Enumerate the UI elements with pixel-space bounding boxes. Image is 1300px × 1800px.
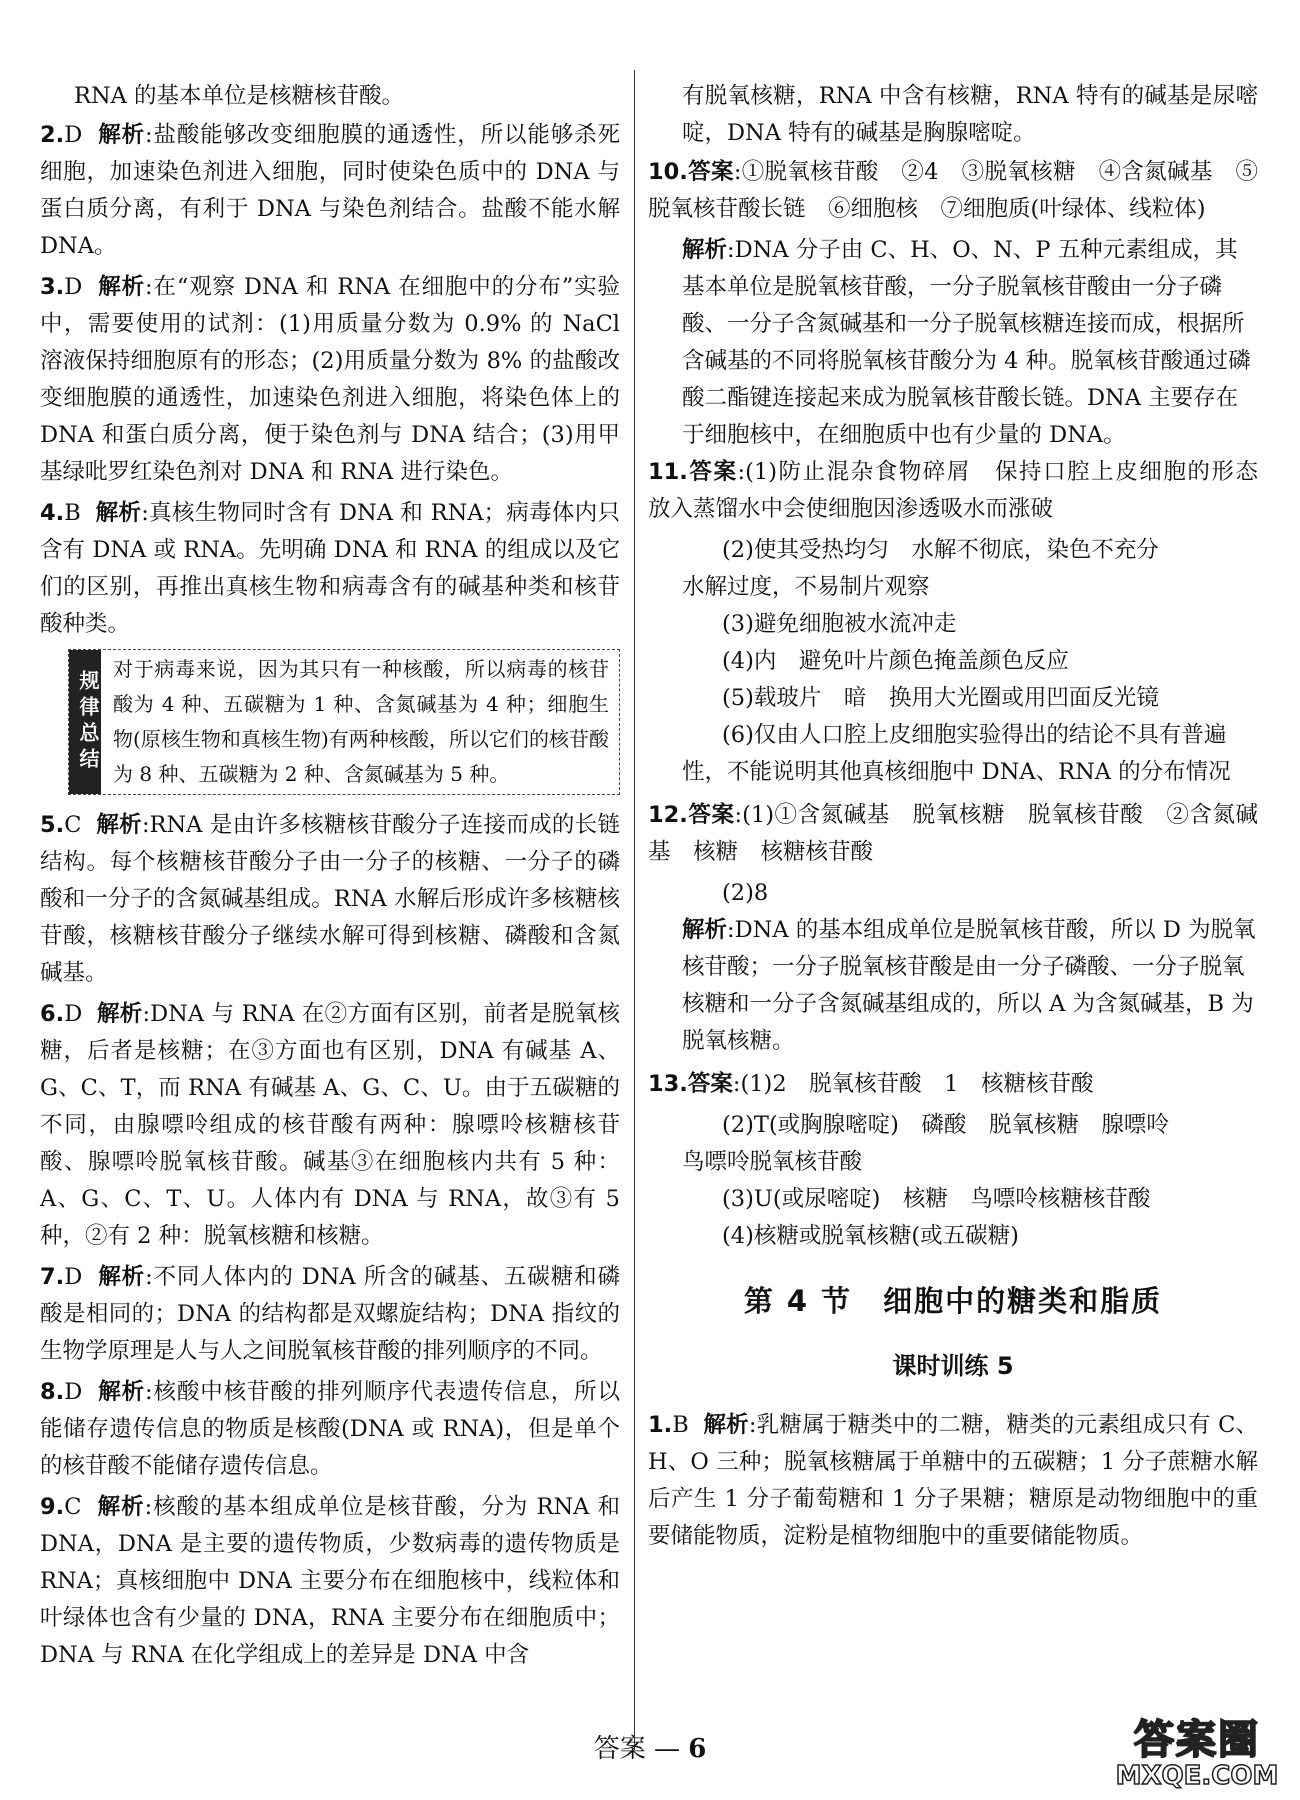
explanation-block [648,232,1258,454]
item-number: 10. [648,159,688,185]
answer-letter: B [672,1412,689,1438]
answer-line: 鸟嘌呤脱氧核苷酸 [682,1149,863,1175]
item-number: 2. [40,122,65,148]
answer-item-10 [648,154,1258,228]
item-number: 8. [40,1379,65,1405]
explanation-tag: 解析 [682,917,728,943]
watermark-top: 答案圈 [1134,1717,1260,1763]
answer-line: :(1)防止混杂食物碎屑 保持口腔上皮细胞的形态 放入蒸馏水中会使细胞因渗透吸水而涨破 [648,459,1281,522]
rule-summary-box [68,649,620,795]
right-column [648,78,1281,1559]
explanation-text: :乳糖属于糖类中的二糖，糖类的元素组成只有 C、H、O 三种；脱氧核糖属于单糖中的五碳糖；1 分子蔗糖水解后产生 1 分子葡萄糖和 1 分子果糖；糖原是动物细胞中的重要储能物质，淀粉是植物细胞中的重要储能物质。 [648,1412,1258,1549]
answer-line: (3)U(或尿嘧啶) 核糖 鸟嘌呤核糖核苷酸 [722,1186,1151,1212]
answer-line: (4)核糖或脱氧核糖(或五碳糖) [722,1223,1019,1249]
answer-item-9 [40,1489,620,1674]
left-column [40,78,620,1678]
answer-tag: 答案 [687,159,734,185]
answer-line: (5)载玻片 暗 换用大光圈或用凹面反光镜 [722,685,1159,711]
answer-text: :①脱氧核苷酸 ②4 ③脱氧核糖 ④含氮碱基 ⑤脱氧核苷酸长链 ⑥细胞核 ⑦细胞质(叶绿体、线粒体) [648,159,1258,222]
answer-item-3 [40,269,620,491]
explanation-text: :在“观察 DNA 和 RNA 在细胞中的分布”实验中，需要使用的试剂：(1)用质量分数为 0.9% 的 NaCl 溶液保持细胞原有的形态；(2)用质量分数为 8% 的盐酸改变细胞膜的通透性，加速染色剂进入细胞，将染色体上的 DNA 和蛋白质分离，便于染色剂与 DNA 结合；(3)用甲基绿吡罗红染色剂对 DNA 和 RNA 进行染色。 [40,274,620,485]
answer-line: (2)8 [722,880,769,906]
answer-letter: C [64,812,82,838]
explanation-text: :盐酸能够改变细胞膜的通透性，所以能够杀死细胞，加速染色剂进入细胞，同时使染色质中的 DNA 与蛋白质分离，有利于 DNA 与染色剂结合。盐酸不能水解 DNA。 [40,122,620,259]
explanation-tag: 解析 [96,812,142,838]
explanation-text: :DNA 与 RNA 在②方面有区别，前者是脱氧核糖，后者是核糖；在③方面也有区别，DNA 有碱基 A、G、C、T，而 RNA 有碱基 A、G、C、U。由于五碳糖的不同，由腺嘌呤组成的核苷酸有两种：腺嘌呤核糖核苷酸、腺嘌呤脱氧核苷酸。碱基③在细胞核内共有 5 种：A、G、C、T、U。人体内有 DNA 与 RNA，故③有 5 种，②有 2 种：脱氧核糖和核糖。 [40,1001,620,1249]
explanation-text: :不同人体内的 DNA 所含的碱基、五碳糖和磷酸是相同的；DNA 的结构都是双螺旋结构；DNA 指纹的生物学原理是人与人之间脱氧核苷酸的排列顺序的不同。 [40,1264,620,1364]
column-divider [634,70,635,1750]
item-number: 9. [40,1494,65,1520]
item-number: 1. [648,1412,673,1438]
explanation-text: :真核生物同时含有 DNA 和 RNA；病毒体内只含有 DNA 或 RNA。先明确 DNA 和 RNA 的组成以及它们的区别，再推出真核生物和病毒含有的碱基种类和核苷酸种类。 [40,500,620,637]
item-number: 13. [648,1071,688,1097]
training-title: 课时训练 5 [892,1352,1014,1380]
item-number: 7. [40,1264,65,1290]
item-number: 4. [40,500,65,526]
explanation-tag: 解析 [97,1001,143,1027]
explanation-tag: 解析 [98,274,146,300]
answer-item-s1 [648,1407,1258,1555]
answer-line: (2)T(或胸腺嘧啶) 磷酸 脱氧核糖 腺嘌呤 [722,1112,1169,1138]
watermark-logo [1112,1708,1282,1791]
explanation-text: :核酸中核苷酸的排列顺序代表遗传信息，所以能储存遗传信息的物质是核酸(DNA 或 RNA)，但是单个的核苷酸不能储存遗传信息。 [40,1379,620,1479]
explanation-text: :RNA 是由许多核糖核苷酸分子连接而成的长链结构。每个核糖核苷酸分子由一分子的核糖、一分子的磷酸和一分子的含氮碱基组成。RNA 水解后形成许多核糖核苷酸，核糖核苷酸分子继续水解可得到核糖、磷酸和含氮碱基。 [40,812,620,986]
explanation-text: :核酸的基本组成单位是核苷酸，分为 RNA 和 DNA，DNA 是主要的遗传物质，少数病毒的遗传物质是 RNA；真核细胞中 DNA 主要分布在细胞核中，线粒体和叶绿体也含有少量的 DNA，RNA 主要分布在细胞质中；DNA 与 RNA 在化学组成上的差异是 DNA 中含 [40,1494,620,1668]
explanation-text: :DNA 分子由 C、H、O、N、P 五种元素组成，其基本单位是脱氧核苷酸，一分子脱氧核苷酸由一分子磷酸、一分子含氮碱基和一分子脱氧核糖连接而成，根据所含碱基的不同将脱氧核苷酸分为 4 种。脱氧核苷酸通过磷酸二酯键连接起来成为脱氧核苷酸长链。DNA 主要存在于细胞核中，在细胞质中也有少量的 DNA。 [682,237,1251,448]
answer-letter: D [64,1379,83,1405]
explanation-tag: 解析 [98,1379,146,1405]
answer-line: (4)内 避免叶片颜色掩盖颜色反应 [722,648,1069,674]
explanation-tag: 解析 [98,122,146,148]
answer-line: 水解过度，不易制片观察 [682,574,930,600]
answer-item-11 [648,454,1281,528]
summary-text: 对于病毒来说，因为其只有一种核酸，所以病毒的核苷酸为 4 种、五碳糖为 1 种、含氮碱基为 4 种；细胞生物(原核生物和真核生物)有两种核酸，所以它们的核苷酸为 8 种、五碳糖为 2 种、含氮碱基为 5 种。 [113,657,609,786]
page-number: 6 [688,1734,707,1764]
answer-line: :(1)①含氮碱基 脱氧核糖 脱氧核苷酸 ②含氮碱基 核糖 核糖核苷酸 [648,802,1258,865]
item-number: 5. [40,812,65,838]
explanation-block [648,912,1258,1060]
answer-tag: 答案 [687,1071,733,1097]
answer-letter: B [64,500,81,526]
answer-item-6 [40,996,620,1255]
answer-item-13 [648,1066,1258,1103]
answer-tag: 答案 [687,459,738,485]
explanation-tag: 解析 [97,1494,145,1520]
continued-text: RNA 的基本单位是核糖核苷酸。 [74,83,405,109]
watermark-bottom: MXQE.COM [1115,1761,1279,1791]
answer-letter: D [64,1264,83,1290]
continued-text: 有脱氧核糖，RNA 中含有核糖，RNA 特有的碱基是尿嘧啶，DNA 特有的碱基是胸腺嘧啶。 [682,83,1258,146]
answer-letter: C [64,1494,82,1520]
explanation-tag: 解析 [703,1412,749,1438]
summary-label: 规律总结 [69,650,101,794]
answer-item-7 [40,1259,620,1370]
item-number: 3. [40,274,65,300]
explanation-tag: 解析 [95,500,142,526]
item-number: 12. [648,802,688,828]
answer-item-4 [40,495,620,643]
answer-item-8 [40,1374,620,1485]
explanation-text: :DNA 的基本组成单位是脱氧核苷酸，所以 D 为脱氧核苷酸；一分子脱氧核苷酸是由一分子磷酸、一分子脱氧核糖和一分子含氮碱基组成的，所以 A 为含氮碱基，B 为脱氧核糖。 [682,917,1256,1054]
item-number: 6. [40,1001,65,1027]
answer-line: (3)避免细胞被水流冲走 [722,611,957,637]
answer-tag: 答案 [687,802,735,828]
answer-letter: D [64,1001,83,1027]
answer-item-5 [40,807,620,992]
answer-item-12 [648,797,1258,871]
answer-line: (6)仅由人口腔上皮细胞实验得出的结论不具有普遍性，不能说明其他真核细胞中 DNA、RNA 的分布情况 [682,722,1231,785]
section-title: 第 4 节 细胞中的糖类和脂质 [743,1284,1163,1318]
explanation-tag: 解析 [682,237,728,263]
answer-letter: D [64,122,83,148]
answer-line: :(1)2 脱氧核苷酸 1 核糖核苷酸 [732,1071,1094,1097]
footer-label: 答案 — [593,1734,680,1764]
item-number: 11. [648,459,688,485]
page-footer [0,1728,1300,1765]
answer-item-2 [40,117,620,265]
answer-letter: D [64,274,83,300]
explanation-tag: 解析 [98,1264,146,1290]
answer-line: (2)使其受热均匀 水解不彻底，染色不充分 [722,537,1159,563]
